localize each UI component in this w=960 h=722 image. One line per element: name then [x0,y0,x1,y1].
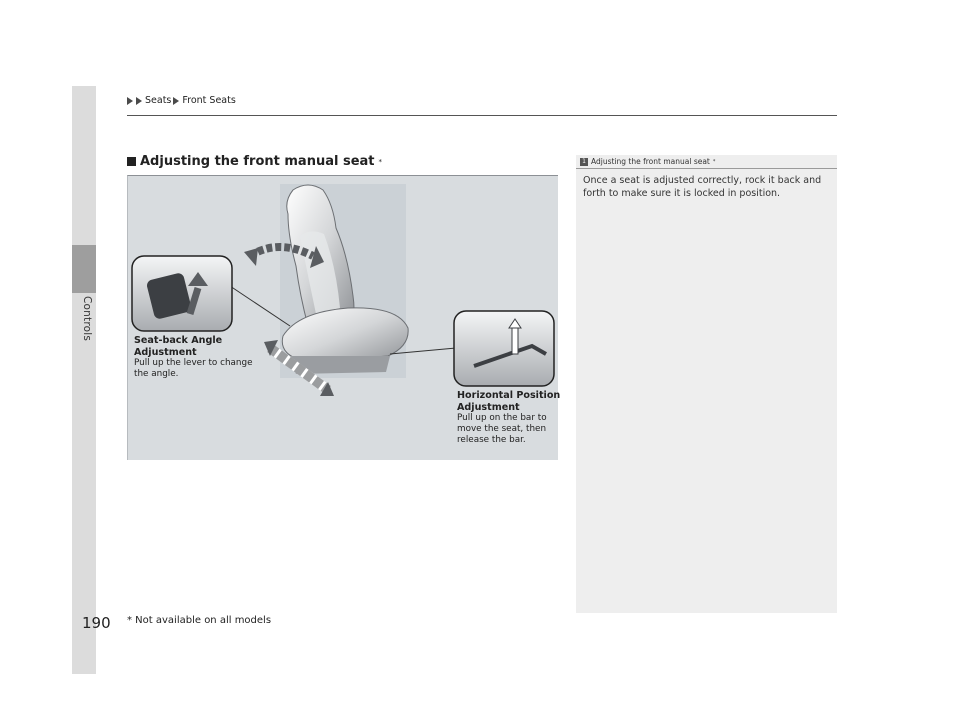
section-bullet-icon [127,157,136,166]
breadcrumb [127,95,236,106]
horizontal-position-callout [457,390,567,446]
breadcrumb-arrow-icon [127,97,133,105]
section-title: Adjusting the front manual seat [140,154,375,169]
seatback-angle-title: Seat-back Angle Adjustment [134,335,223,358]
horizontal-position-title: Horizontal Position Adjustment [457,390,561,413]
breadcrumb-arrow-icon [136,97,142,105]
section-heading [127,154,382,169]
sidebar-tab [72,86,96,674]
sidebar-section-label: Controls [81,296,93,342]
seatback-angle-callout [134,335,254,380]
availability-marker[interactable]: * [378,157,383,166]
breadcrumb-arrow-icon [173,97,179,105]
recline-arrow-head-left [244,248,258,266]
note-ref-icon: 1 [580,158,588,166]
page-number: 190 [82,614,111,632]
breadcrumb-item-front-seats[interactable]: Front Seats [182,95,236,106]
bar-pull-arrow [512,326,518,354]
sidebar-active-marker [72,245,96,293]
note-body: Once a seat is adjusted correctly, rock it back and forth to make sure it is locked in position. [583,175,822,199]
seatback-angle-text: Pull up the lever to change the angle. [134,358,253,379]
note-panel [576,155,837,613]
note-header [576,155,837,169]
note-availability-marker[interactable]: * [712,158,716,165]
footnote: * Not available on all models [127,615,272,626]
note-title [580,157,715,166]
note-title-text[interactable]: Adjusting the front manual seat [591,157,710,166]
horizontal-position-text: Pull up on the bar to move the seat, then release the bar. [457,413,547,445]
header-divider [127,115,837,116]
breadcrumb-item-seats[interactable]: Seats [145,95,172,106]
